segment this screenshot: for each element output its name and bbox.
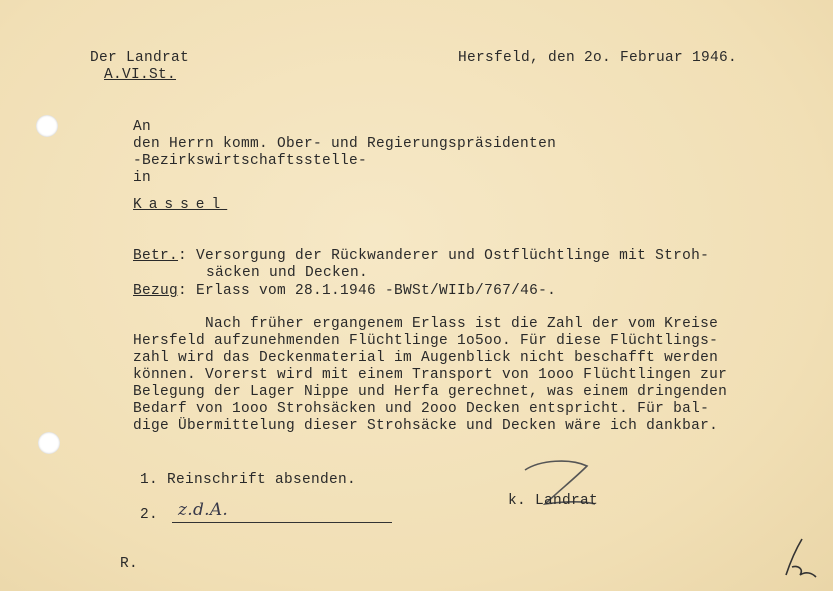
office-reference: A.VI.St. [104, 67, 177, 83]
body-line-5: Belegung der Lager Nippe und Herfa gerechnet, was einem dringenden [133, 384, 728, 400]
subject-label: Betr. [133, 248, 179, 264]
subject-text-2: säcken und Decken. [206, 265, 369, 281]
recipient-city: Kassel [133, 197, 228, 213]
footer-mark: R. [120, 556, 139, 572]
instruction-1: 1. Reinschrift absenden. [140, 472, 357, 488]
reference-text: : Erlass vom 28.1.1946 -BWSt/WIIb/767/46-. [178, 283, 557, 299]
subject-line-1 [133, 248, 709, 265]
body-line-2: Hersfeld aufzunehmenden Flüchtlinge 1o5oo. Für diese Flüchtlings- [133, 333, 719, 349]
instruction-2-line [172, 522, 392, 523]
reference-line [133, 283, 556, 300]
subject-text-1: Versorgung der Rückwanderer und Ostflüchtlinge mit Stroh- [196, 248, 710, 264]
punch-hole-top [36, 115, 58, 137]
punch-hole-bottom [38, 432, 60, 454]
body-line-6: Bedarf von 1ooo Strohsäcken und 2ooo Decken entspricht. Für bal- [133, 401, 710, 417]
place-date: Hersfeld, den 2o. Februar 1946. [458, 50, 738, 66]
body-line-4: können. Vorerst wird mit einem Transport von 1ooo Flüchtlingen zur [133, 367, 728, 383]
body-line-3: zahl wird das Deckenmaterial im Augenblick nicht beschafft werden [133, 350, 719, 366]
instruction-2-number: 2. [140, 507, 159, 523]
initials-mark [780, 535, 820, 580]
recipient-line-2: den Herrn komm. Ober- und Regierungspräsidenten [133, 136, 557, 152]
recipient-line-4: in [133, 170, 152, 186]
signature-title: k. Landrat [508, 493, 599, 509]
reference-label: Bezug [133, 283, 179, 299]
office-name: Der Landrat [90, 50, 190, 66]
body-line-7: dige Übermittelung dieser Strohsäcke und Decken wäre ich dankbar. [133, 418, 719, 434]
subject-colon: : [178, 248, 188, 264]
signature-scribble [515, 452, 610, 522]
body-line-1: Nach früher ergangenem Erlass ist die Zahl der vom Kreise [205, 316, 719, 332]
recipient-line-1: An [133, 119, 152, 135]
instruction-2-handwritten: z.d.A. [178, 500, 229, 520]
recipient-line-3: -Bezirkswirtschaftsstelle- [133, 153, 368, 169]
